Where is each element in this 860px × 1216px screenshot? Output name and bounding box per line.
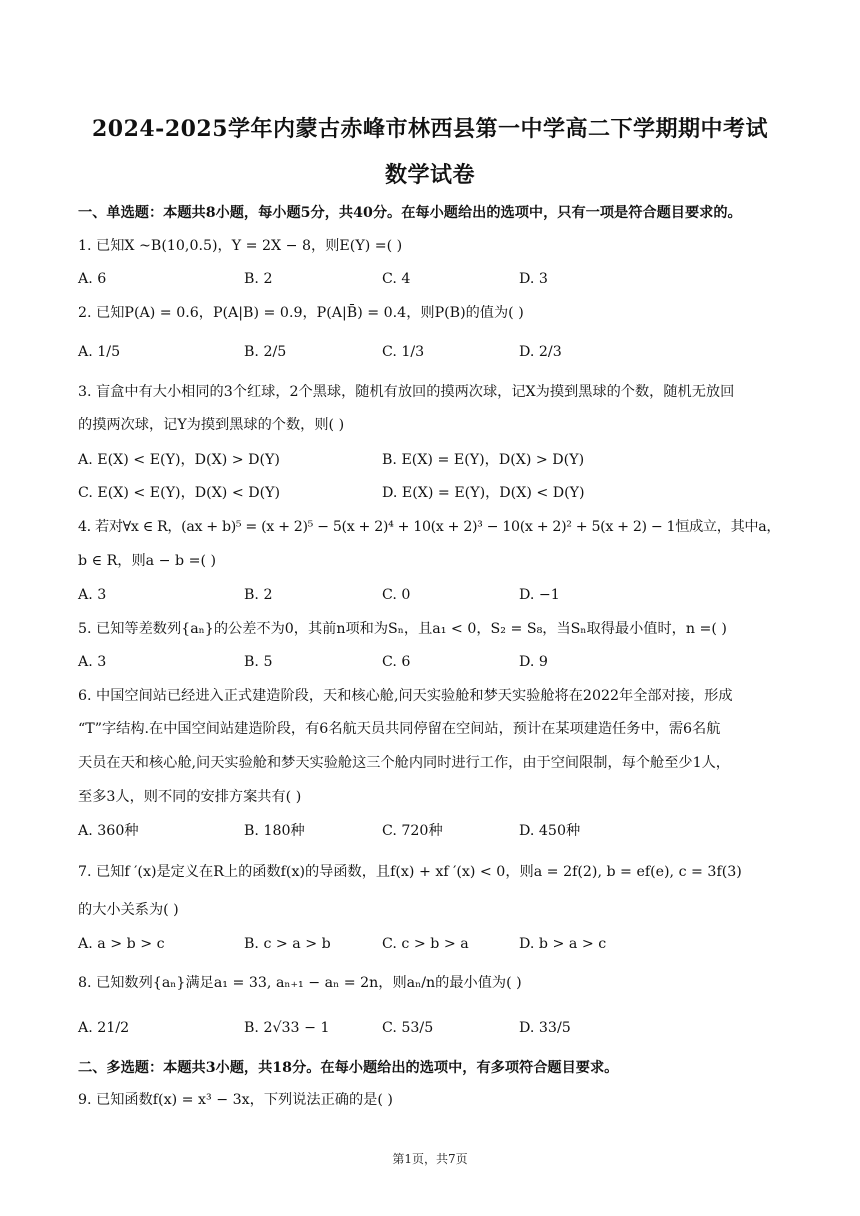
section1-heading: 一、单选题：本题共8小题，每小题5分，共40分。在每小题给出的选项中，只有一项是符合题目要求的。 — [78, 205, 742, 221]
q7-option-a: A. a > b > c — [78, 936, 165, 952]
q8-option-b: B. 2√33 − 1 — [244, 1020, 330, 1036]
q6-stem-line1: 6. 中国空间站已经进入正式建造阶段，天和核心舱,问天实验舱和梦天实验舱将在2022年全部对接，形成 — [78, 688, 733, 704]
q1-option-b: B. 2 — [244, 271, 273, 287]
q4-option-b: B. 2 — [244, 587, 273, 603]
q2-option-b: B. 2/5 — [244, 344, 287, 360]
q6-option-a: A. 360种 — [78, 823, 139, 839]
q2-stem: 2. 已知P(A) = 0.6，P(A|B) = 0.9，P(A|B̄) = 0.4，则P(B)的值为( ) — [78, 305, 524, 321]
q6-option-b: B. 180种 — [244, 823, 305, 839]
q4-stem-line2: b ∈ R，则a − b =( ) — [78, 553, 217, 569]
q6-stem-line2: “T”字结构.在中国空间站建造阶段，有6名航天员共同停留在空间站，预计在某项建造任务中，需6名航 — [78, 721, 721, 737]
q2-option-c: C. 1/3 — [382, 344, 425, 360]
q8-stem: 8. 已知数列{aₙ}满足a₁ = 33, aₙ₊₁ − aₙ = 2n，则aₙ/n的最小值为( ) — [78, 975, 522, 991]
q4-option-c: C. 0 — [382, 587, 411, 603]
q4-stem-line1: 4. 若对∀x ∈ R，(ax + b)⁵ = (x + 2)⁵ − 5(x + 2)⁴ + 10(x + 2)³ − 10(x + 2)² + 5(x + 2) − 1恒成立，其中a， — [78, 519, 781, 535]
q3-stem-line2: 的摸两次球，记Y为摸到黑球的个数，则( ) — [78, 417, 345, 433]
q7-stem-line2: 的大小关系为( ) — [78, 902, 179, 918]
q8-option-c: C. 53/5 — [382, 1020, 434, 1036]
q1-option-a: A. 6 — [78, 271, 107, 287]
q7-stem-line1: 7. 已知f ′(x)是定义在R上的函数f(x)的导函数，且f(x) + xf ′(x) < 0，则a = 2f(2), b = ef(e), c = 3f(3) — [78, 864, 742, 880]
q7-option-c: C. c > b > a — [382, 936, 469, 952]
exam-title: 2024-2025学年内蒙古赤峰市林西县第一中学高二下学期期中考试 — [91, 116, 769, 142]
q2-option-a: A. 1/5 — [78, 344, 121, 360]
q7-option-b: B. c > a > b — [244, 936, 331, 952]
q5-option-c: C. 6 — [382, 654, 411, 670]
page-footer: 第1页，共7页 — [392, 1152, 468, 1166]
q6-stem-line4: 至多3人，则不同的安排方案共有( ) — [78, 789, 302, 805]
q6-option-d: D. 450种 — [519, 823, 581, 839]
q1-option-d: D. 3 — [519, 271, 548, 287]
q3-stem-line1: 3. 盲盒中有大小相同的3个红球，2个黑球，随机有放回的摸两次球，记X为摸到黑球的个数，随机无放回 — [78, 384, 735, 400]
q6-option-c: C. 720种 — [382, 823, 443, 839]
q4-option-d: D. −1 — [519, 587, 560, 603]
section2-heading: 二、多选题：本题共3小题，共18分。在每小题给出的选项中，有多项符合题目要求。 — [78, 1060, 619, 1076]
q3-option-c: C. E(X) < E(Y)，D(X) < D(Y) — [78, 485, 281, 501]
q6-stem-line3: 天员在天和核心舱,问天实验舱和梦天实验舱这三个舱内同时进行工作，由于空间限制，每个舱至少1人， — [78, 755, 730, 771]
q3-option-b: B. E(X) = E(Y)，D(X) > D(Y) — [382, 452, 585, 468]
q5-stem: 5. 已知等差数列{aₙ}的公差不为0，其前n项和为Sₙ，且a₁ < 0，S₂ = S₈，当Sₙ取得最小值时，n =( ) — [78, 621, 727, 637]
q4-option-a: A. 3 — [78, 587, 107, 603]
q1-option-c: C. 4 — [382, 271, 411, 287]
q5-option-a: A. 3 — [78, 654, 107, 670]
q7-option-d: D. b > a > c — [519, 936, 607, 952]
q5-option-b: B. 5 — [244, 654, 273, 670]
q1-stem: 1. 已知X ~B(10,0.5)，Y = 2X − 8，则E(Y) =( ) — [78, 238, 403, 254]
q8-option-d: D. 33/5 — [519, 1020, 571, 1036]
q5-option-d: D. 9 — [519, 654, 548, 670]
q8-option-a: A. 21/2 — [78, 1020, 130, 1036]
q3-option-d: D. E(X) = E(Y)，D(X) < D(Y) — [382, 485, 585, 501]
exam-subtitle: 数学试卷 — [384, 162, 475, 188]
q9-stem: 9. 已知函数f(x) = x³ − 3x，下列说法正确的是( ) — [78, 1092, 393, 1108]
q2-option-d: D. 2/3 — [519, 344, 562, 360]
q3-option-a: A. E(X) < E(Y)，D(X) > D(Y) — [78, 452, 280, 468]
